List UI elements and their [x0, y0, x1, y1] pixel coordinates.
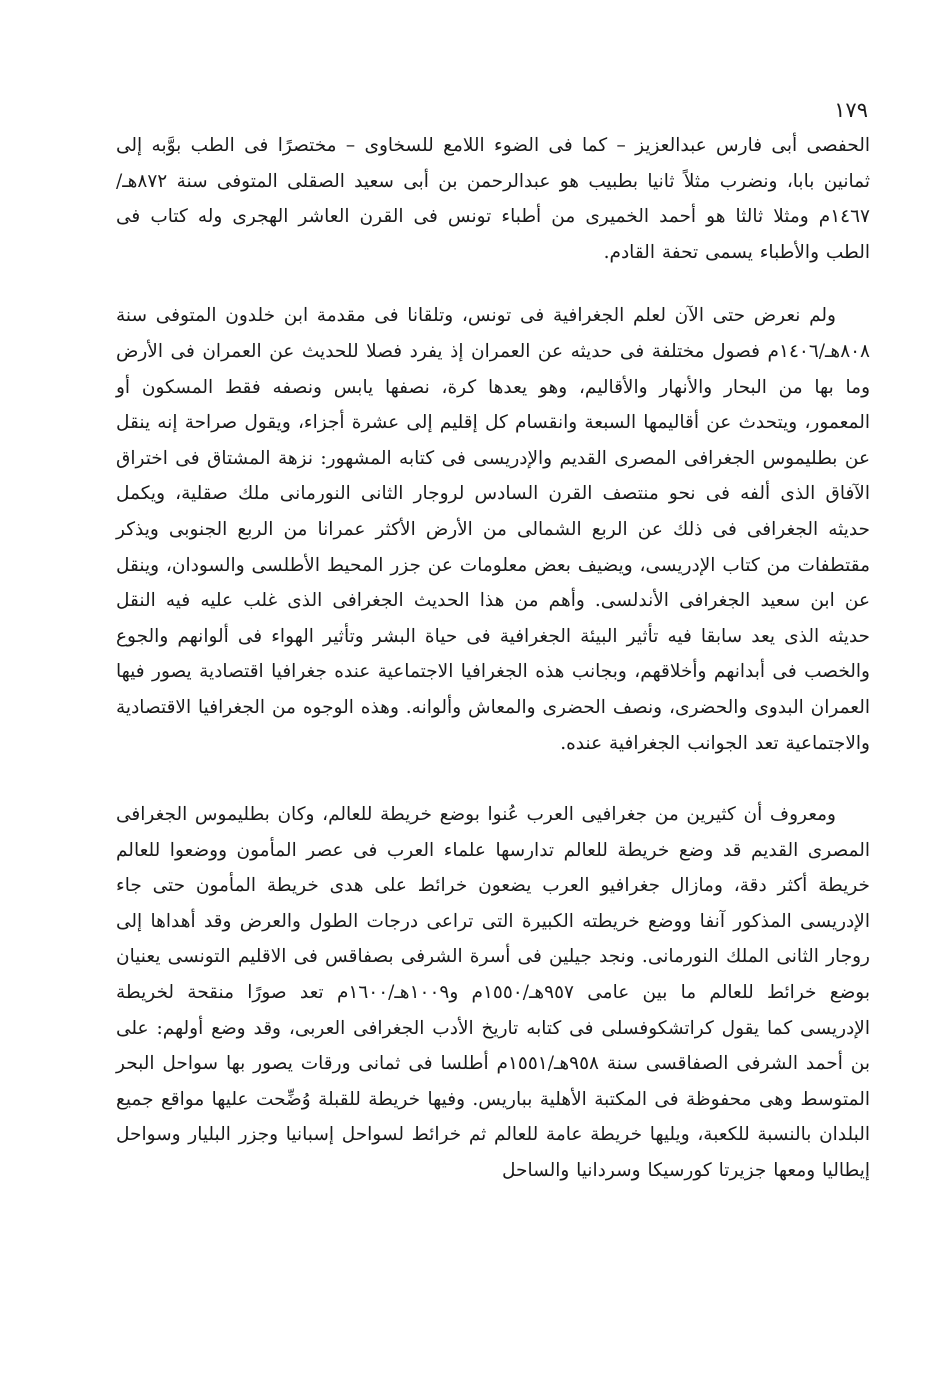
paragraph-2: ولم نعرض حتى الآن لعلم الجغرافية فى تونس، وتلقانا فى مقدمة ابن خلدون المتوفى سنة ٨٠٨هـ/١٤٠٦م فصول مختلفة فى حديثه عن العمران إذ يفرد فصلا للحديث عن العمران فى الأرض وما بها من البحار والأنهار والأقاليم، وهو يعدها كرة، نصفها يابس ونصفه فقط المسكون أو المعمور، ويتحدث عن أقاليمها السبعة وانقسام كل إقليم إلى عشرة أجزاء، ويقول صراحة إنه ينقل عن بطليموس الجغرافى المصرى القديم والإدريسى فى كتابه المشهور: نزهة المشتاق فى اختراق الآفاق الذى ألفه فى نحو منتصف القرن السادس لروجار الثانى النورمانى ملك صقلية، ويكمل حديثه الجغرافى فى ذلك عن الربع الشمالى من الأرض الأكثر عمرانا من الربع الجنوبى ويذكر مقتطفات من كتاب الإدريسى، ويضيف بعض معلومات عن جزر المحيط الأطلسى والسودان، وينقل عن ابن سعيد الجغرافى الأندلسى. وأهم من هذا الحديث الجغرافى الذى غلب عليه فيه النقل حديثه الذى يعد سابقا فيه تأثير البيئة الجغرافية فى حياة البشر وتأثير الهواء فى ألوانهم والجوع والخصب فى أبدانهم وأخلاقهم، وبجانب هذه الجغرافيا الاجتماعية عنده جغرافيا اقتصادية يصور فيها العمران البدوى والحضرى، ونصف الحضرى والمعاش وألوانه. وهذه الوجوه من الجغرافيا الاقتصادية والاجتماعية تعد الجوانب الجغرافية عنده.	[116, 305, 870, 754]
paragraph-1: الحفصى أبى فارس عبدالعزيز – كما فى الضوء اللامع للسخاوى – مختصرًا فى الطب بوَّبه إلى ثمانين بابا، ونضرب مثلاً ثانيا بطبيب هو عبدالرحمن بن أبى سعيد الصقلى المتوفى سنة ٨٧٢هـ/١٤٦٧م ومثلا ثالثا هو أحمد الخميرى من أطباء تونس فى القرن العاشر الهجرى وله كتاب فى الطب والأطباء يسمى تحفة القادم.	[116, 135, 870, 263]
paragraph-3: ومعروف أن كثيرين من جغرافيى العرب عُنوا بوضع خريطة للعالم، وكان بطليموس الجغرافى المصرى القديم قد وضع خريطة للعالم تدارسها علماء العرب فى عصر المأمون ووضعوا للعالم خريطة أكثر دقة، ومازال جغرافيو العرب يضعون خرائط على هدى خريطة المأمون حتى جاء الإدريسى المذكور آنفا ووضع خريطته الكبيرة التى تراعى درجات الطول والعرض وقد أهداها إلى روجار الثانى الملك النورمانى. ونجد جيلين فى أسرة الشرفى بصفاقس فى الاقليم التونسى يعنيان بوضع خرائط للعالم ما بين عامى ٩٥٧هـ/١٥٥٠م و١٠٠٩هـ/١٦٠٠م تعد صورًا منقحة لخريطة الإدريسى كما يقول كراتشكوفسلى فى كتابه تاريخ الأدب الجغرافى العربى، وقد وضع أولهم: على بن أحمد الشرفى الصفاقسى سنة ٩٥٨هـ/١٥٥١م أطلسا فى ثمانى ورقات يصور بها سواحل البحر المتوسط وهى محفوظة فى المكتبة الأهلية بباريس. وفيها خريطة للقبلة وُضِّحت عليها مواقع جميع البلدان بالنسبة للكعبة، ويليها خريطة عامة للعالم ثم خرائط لسواحل إسبانيا وجزر البليار وسواحل إيطاليا ومعها جزيرتا كورسيكا وسردانيا والساحل	[116, 804, 870, 1182]
page-number: ١٧٩	[834, 98, 868, 122]
paragraph-spacer	[116, 761, 870, 797]
paragraph-spacer	[116, 270, 870, 298]
